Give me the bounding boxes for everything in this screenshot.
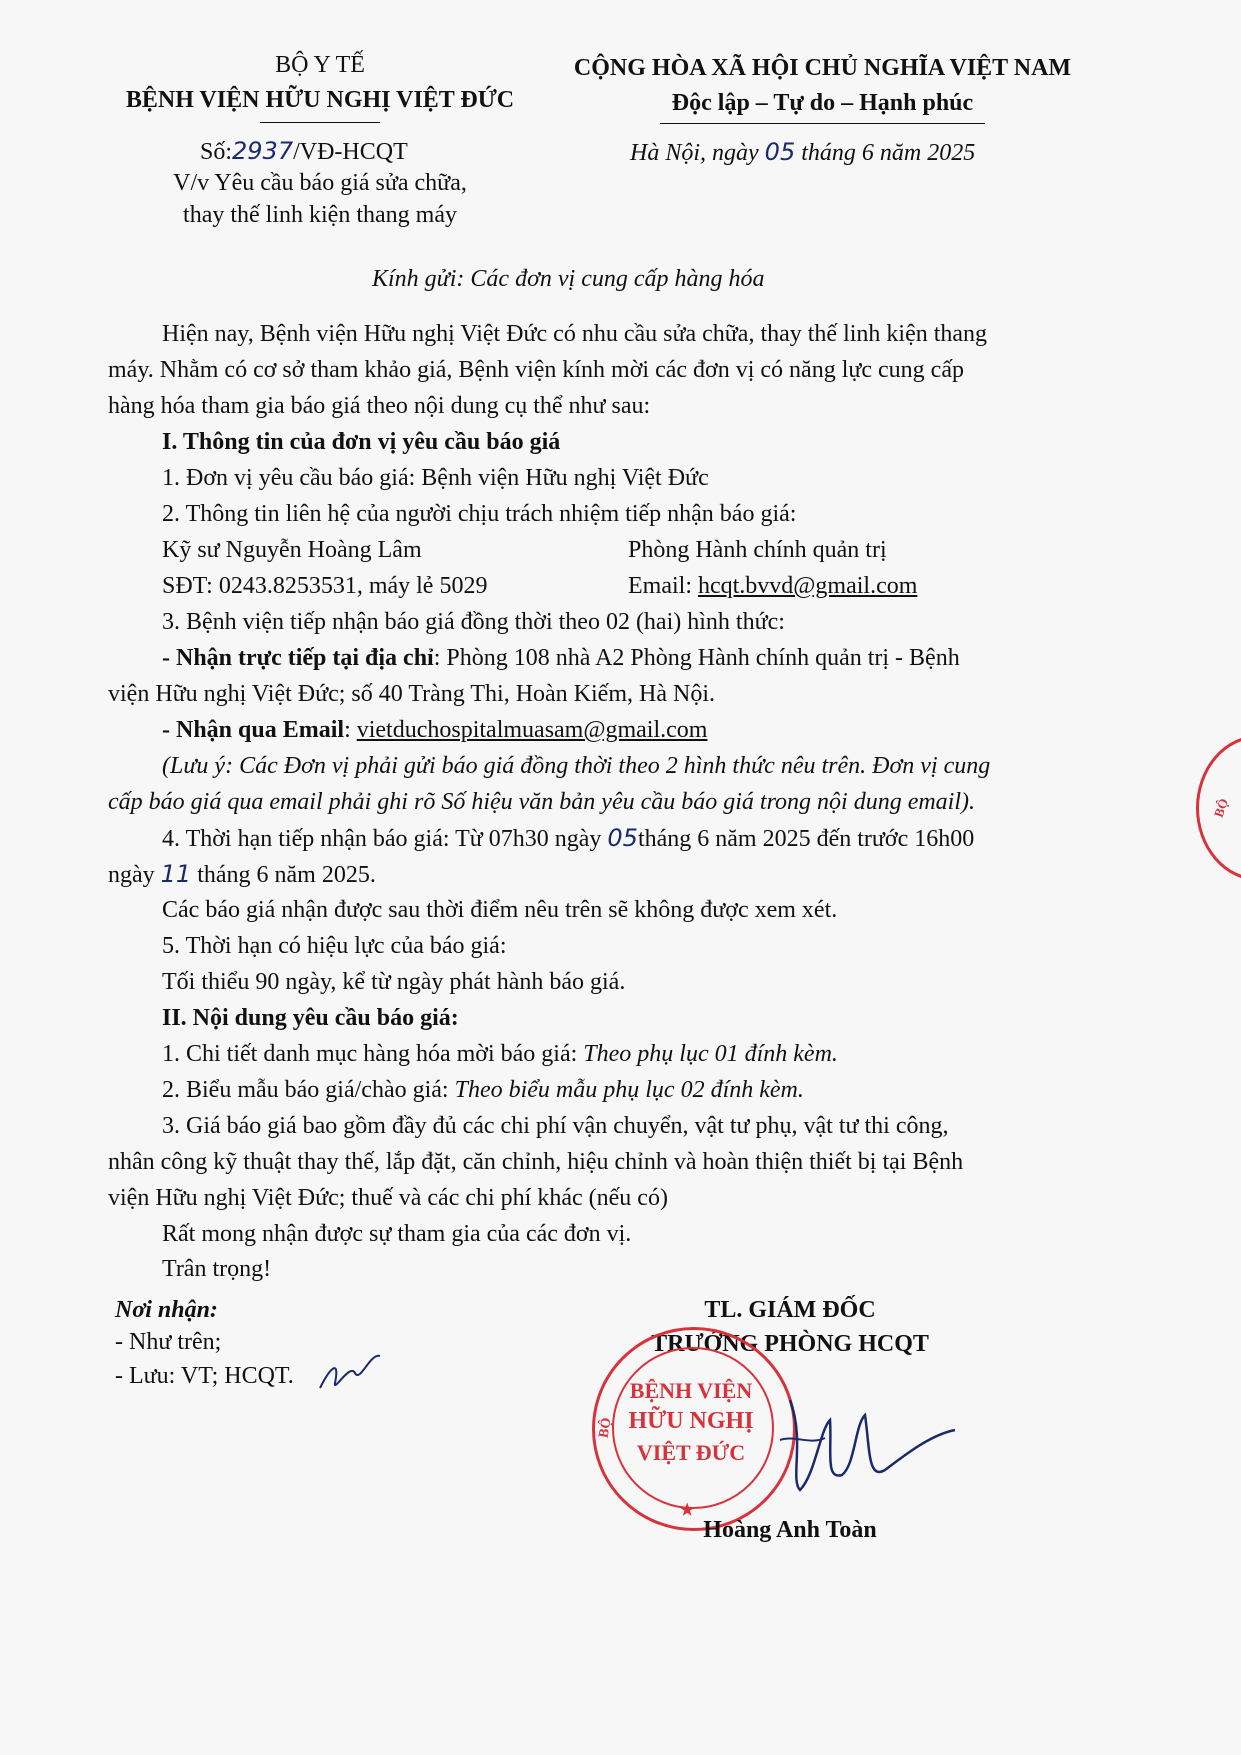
closing-line-2: Trân trọng!	[162, 1256, 272, 1282]
item-4-day-handwritten: 05	[607, 824, 638, 852]
seal-line-3: VIỆT ĐỨC	[636, 1440, 746, 1465]
seal-ring-text: BỘ	[596, 1416, 615, 1440]
ministry-name: BỘ Y TẾ	[275, 52, 365, 78]
email-label: Email:	[628, 573, 692, 599]
date-day-handwritten: 05	[764, 138, 796, 166]
item-4-text-a: 4. Thời hạn tiếp nhận báo giá: Từ 07h30 ngày	[162, 826, 602, 852]
closing-line-1: Rất mong nhận được sự tham gia của các đơn vị.	[162, 1221, 632, 1247]
signer-name: Hoàng Anh Toàn	[703, 1517, 877, 1543]
section-1-item-2: 2. Thông tin liên hệ của người chịu trách nhiệm tiếp nhận báo giá:	[162, 501, 797, 527]
section-2-item-1-value: Theo phụ lục 01 đính kèm.	[583, 1041, 838, 1067]
recipients-item-2: - Lưu: VT; HCQT.	[115, 1363, 294, 1389]
signature-title-2: TRƯỞNG PHÒNG HCQT	[651, 1331, 929, 1357]
hospital-name: BỆNH VIỆN HỮU NGHỊ VIỆT ĐỨC	[125, 87, 515, 113]
number-suffix: /VĐ-HCQT	[293, 139, 408, 165]
place-date	[630, 137, 975, 168]
contact-phone: SĐT: 0243.8253531, máy lẻ 5029	[162, 573, 488, 599]
seal-star-icon: ★	[680, 1502, 695, 1519]
item-4-text-c: ngày	[108, 862, 155, 888]
email-method-label: - Nhận qua Email	[162, 717, 345, 743]
hospital-underline	[260, 122, 380, 123]
handwritten-signature	[770, 1380, 960, 1510]
motto-underline	[660, 123, 985, 124]
email-link[interactable]: hcqt.bvvd@gmail.com	[697, 573, 918, 599]
salutation: Kính gửi: Các đơn vị cung cấp hàng hóa	[372, 266, 765, 292]
section-2-heading: II. Nội dung yêu cầu báo giá:	[162, 1005, 459, 1031]
contact-email	[628, 571, 917, 601]
edge-seal-text: BỘ	[1210, 796, 1232, 820]
seal-line-2: HỮU NGHỊ	[628, 1408, 754, 1434]
section-1-item-4-line-2	[108, 859, 376, 890]
section-2-item-1-label: 1. Chi tiết danh mục hàng hóa mời báo giá:	[162, 1041, 584, 1067]
section-2-item-3-line-2: nhân công kỹ thuật thay thế, lắp đặt, căn chỉnh, hiệu chỉnh và hoàn thiện thiết bị tại Bệnh	[108, 1149, 964, 1175]
section-2-item-1	[162, 1039, 838, 1069]
item-4-text-b: tháng 6 năm 2025 đến trước 16h00	[637, 826, 975, 852]
section-1-item-1: 1. Đơn vị yêu cầu báo giá: Bệnh viện Hữu nghị Việt Đức	[162, 465, 709, 491]
direct-method-line-2: viện Hữu nghị Việt Đức; số 40 Tràng Thi, Hoàn Kiếm, Hà Nội.	[108, 681, 715, 707]
direct-method-text: : Phòng 108 nhà A2 Phòng Hành chính quản trị - Bệnh	[433, 645, 960, 671]
section-1-item-3: 3. Bệnh viện tiếp nhận báo giá đồng thời theo 02 (hai) hình thức:	[162, 609, 785, 635]
direct-method-label: - Nhận trực tiếp tại địa chỉ	[162, 645, 434, 671]
section-1-item-5: 5. Thời hạn có hiệu lực của báo giá:	[162, 933, 507, 959]
contact-name: Kỹ sư Nguyễn Hoàng Lâm	[162, 537, 422, 563]
intro-line-3: hàng hóa tham gia báo giá theo nội dung cụ thể như sau:	[108, 393, 651, 419]
seal-line-1: BỆNH VIỆN	[629, 1378, 753, 1403]
document-number	[200, 136, 408, 167]
contact-department: Phòng Hành chính quản trị	[628, 537, 887, 563]
intro-line-2: máy. Nhằm có cơ sở tham khảo giá, Bệnh viện kính mời các đơn vị có năng lực cung cấp	[108, 357, 964, 383]
subject-line-2: thay thế linh kiện thang máy	[183, 202, 457, 228]
item-4-day2-handwritten: 11	[160, 860, 192, 888]
section-2-item-2-label: 2. Biểu mẫu báo giá/chào giá:	[162, 1077, 455, 1103]
section-2-item-2	[162, 1075, 804, 1105]
date-prefix: Hà Nội, ngày	[630, 140, 759, 166]
recipients-item-1: - Như trên;	[115, 1329, 222, 1355]
section-1-item-5-value: Tối thiểu 90 ngày, kể từ ngày phát hành báo giá.	[162, 969, 626, 995]
section-2-item-3-line-1: 3. Giá báo giá bao gồm đầy đủ các chi phí vận chuyển, vật tư phụ, vật tư thi công,	[162, 1113, 949, 1139]
email-method	[162, 715, 707, 745]
section-1-heading: I. Thông tin của đơn vị yêu cầu báo giá	[162, 429, 561, 455]
initials-mark	[315, 1348, 385, 1398]
direct-method	[162, 643, 960, 673]
nation-title: CỘNG HÒA XÃ HỘI CHỦ NGHĨA VIỆT NAM	[573, 55, 1072, 81]
section-2-item-2-value: Theo biểu mẫu phụ lục 02 đính kèm.	[454, 1077, 804, 1103]
date-suffix: tháng 6 năm 2025	[801, 140, 976, 166]
section-1-item-4	[162, 823, 974, 854]
number-prefix: Số:	[200, 139, 233, 165]
intro-line-1: Hiện nay, Bệnh viện Hữu nghị Việt Đức có nhu cầu sửa chữa, thay thế linh kiện thang	[162, 321, 988, 347]
note-line-1: (Lưu ý: Các Đơn vị phải gửi báo giá đồng thời theo 2 hình thức nêu trên. Đơn vị cung	[162, 753, 991, 779]
signature-title-1: TL. GIÁM ĐỐC	[704, 1297, 876, 1323]
email-method-link[interactable]: vietduchospitalmuasam@gmail.com	[356, 717, 708, 743]
late-notice: Các báo giá nhận được sau thời điểm nêu trên sẽ không được xem xét.	[162, 897, 838, 923]
email-method-sep: :	[344, 717, 357, 743]
motto: Độc lập – Tự do – Hạnh phúc	[671, 90, 974, 116]
section-2-item-3-line-3: viện Hữu nghị Việt Đức; thuế và các chi phí khác (nếu có)	[108, 1185, 668, 1211]
subject-line-1: V/v Yêu cầu báo giá sửa chữa,	[173, 170, 467, 196]
note-line-2: cấp báo giá qua email phải ghi rõ Số hiệu văn bản yêu cầu báo giá trong nội dung email).	[108, 789, 976, 815]
recipients-title: Nơi nhận:	[115, 1297, 218, 1323]
number-handwritten: 2937	[232, 137, 294, 165]
item-4-text-d: tháng 6 năm 2025.	[197, 862, 376, 888]
